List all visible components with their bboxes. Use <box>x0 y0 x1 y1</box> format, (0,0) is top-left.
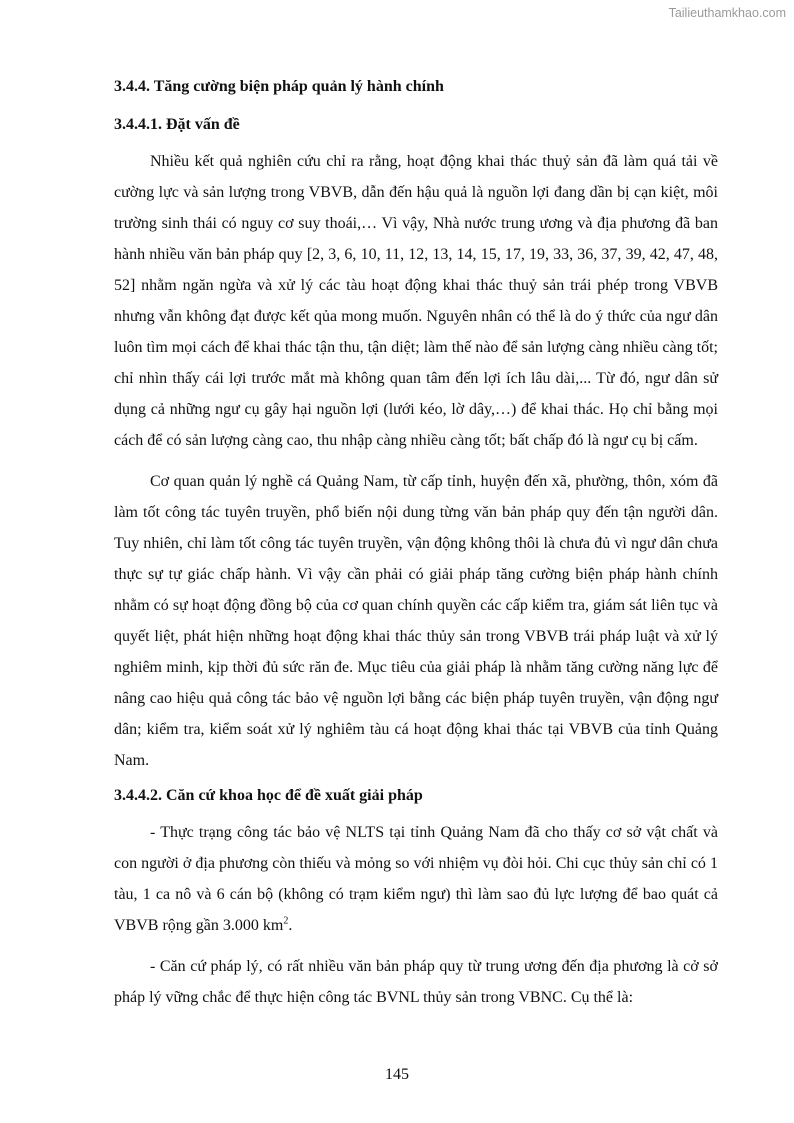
page-number: 145 <box>385 1066 409 1083</box>
paragraph-problem-2: Cơ quan quản lý nghề cá Quảng Nam, từ cấp tỉnh, huyện đến xã, phường, thôn, xóm đã làm tốt công tác tuyên truyền, phổ biến nội dung từng văn bản pháp quy đến tận người dân. Tuy nhiên, chỉ làm tốt công tác tuyên truyền, vận động không thôi là chưa đủ vì ngư dân chưa thực sự tự giác chấp hành. Vì vậy cần phải có giải pháp tăng cường biện pháp hành chính nhằm có sự hoạt động đồng bộ của cơ quan chính quyền các cấp kiểm tra, giám sát liên tục và quyết liệt, phát hiện những hoạt động khai thác thủy sản trong VBVB trái pháp luật và xử lý nghiêm minh, kịp thời đủ sức răn đe. Mục tiêu của giải pháp là nhằm tăng cường năng lực để nâng cao hiệu quả công tác bảo vệ nguồn lợi bằng các biện pháp tuyên truyền, vận động ngư dân; kiểm tra, kiểm soát xử lý nghiêm tàu cá hoạt động khai thác tại VBVB của tỉnh Quảng Nam. <box>114 473 718 769</box>
superscript: 2 <box>283 915 289 927</box>
subsection-heading-problem: 3.4.4.1. Đặt vấn đề <box>114 116 240 133</box>
paragraph-basis-1-end: . <box>288 917 293 934</box>
paragraph-basis-1-text: - Thực trạng công tác bảo vệ NLTS tại tỉnh Quảng Nam đã cho thấy cơ sở vật chất và con người ở địa phương còn thiếu và mỏng so với nhiệm vụ đòi hỏi. Chi cục thủy sản chỉ có 1 tàu, 1 ca nô và 6 cán bộ (không có trạm kiểm ngư) thì làm sao đủ lực lượng để bao quát cả VBVB rộng gần 3.000 km <box>114 824 718 934</box>
paragraph-basis-1 <box>114 817 718 941</box>
paragraph-basis-2: - Căn cứ pháp lý, có rất nhiều văn bản pháp quy từ trung ương đến địa phương là cở sở pháp lý vững chắc để thực hiện công tác BVNL thủy sản trong VBNC. Cụ thể là: <box>114 958 718 1006</box>
document-body <box>114 72 718 1013</box>
subsection-heading-basis: 3.4.4.2. Căn cứ khoa học để đề xuất giải pháp <box>114 787 423 804</box>
paragraph-problem-1: Nhiều kết quả nghiên cứu chỉ ra rằng, hoạt động khai thác thuỷ sản đã làm quá tải về cường lực và sản lượng trong VBVB, dẫn đến hậu quả là nguồn lợi đang dần bị cạn kiệt, môi trường sinh thái có nguy cơ suy thoái,… Vì vậy, Nhà nước trung ương và địa phương đã ban hành nhiều văn bản pháp quy [2, 3, 6, 10, 11, 12, 13, 14, 15, 17, 19, 33, 36, 37, 39, 42, 47, 48, 52] nhằm ngăn ngừa và xử lý các tàu hoạt động khai thác thuỷ sản trái phép trong VBVB nhưng vẫn không đạt được kết qủa mong muốn. Nguyên nhân có thể là do ý thức của ngư dân luôn tìm mọi cách để khai thác tận thu, tận diệt; làm thế nào để sản lượng càng nhiều càng tốt; chỉ nhìn thấy cái lợi trước mắt mà không quan tâm đến lợi ích lâu dài,... Từ đó, ngư dân sử dụng cả những ngư cụ gây hại nguồn lợi (lưới kéo, lờ dây,…) để khai thác. Họ chỉ bằng mọi cách để có sản lượng càng cao, thu nhập càng nhiều càng tốt; bất chấp đó là ngư cụ bị cấm. <box>114 153 718 449</box>
watermark: Tailieuthamkhao.com <box>668 6 786 20</box>
section-heading: 3.4.4. Tăng cường biện pháp quản lý hành chính <box>114 78 444 95</box>
